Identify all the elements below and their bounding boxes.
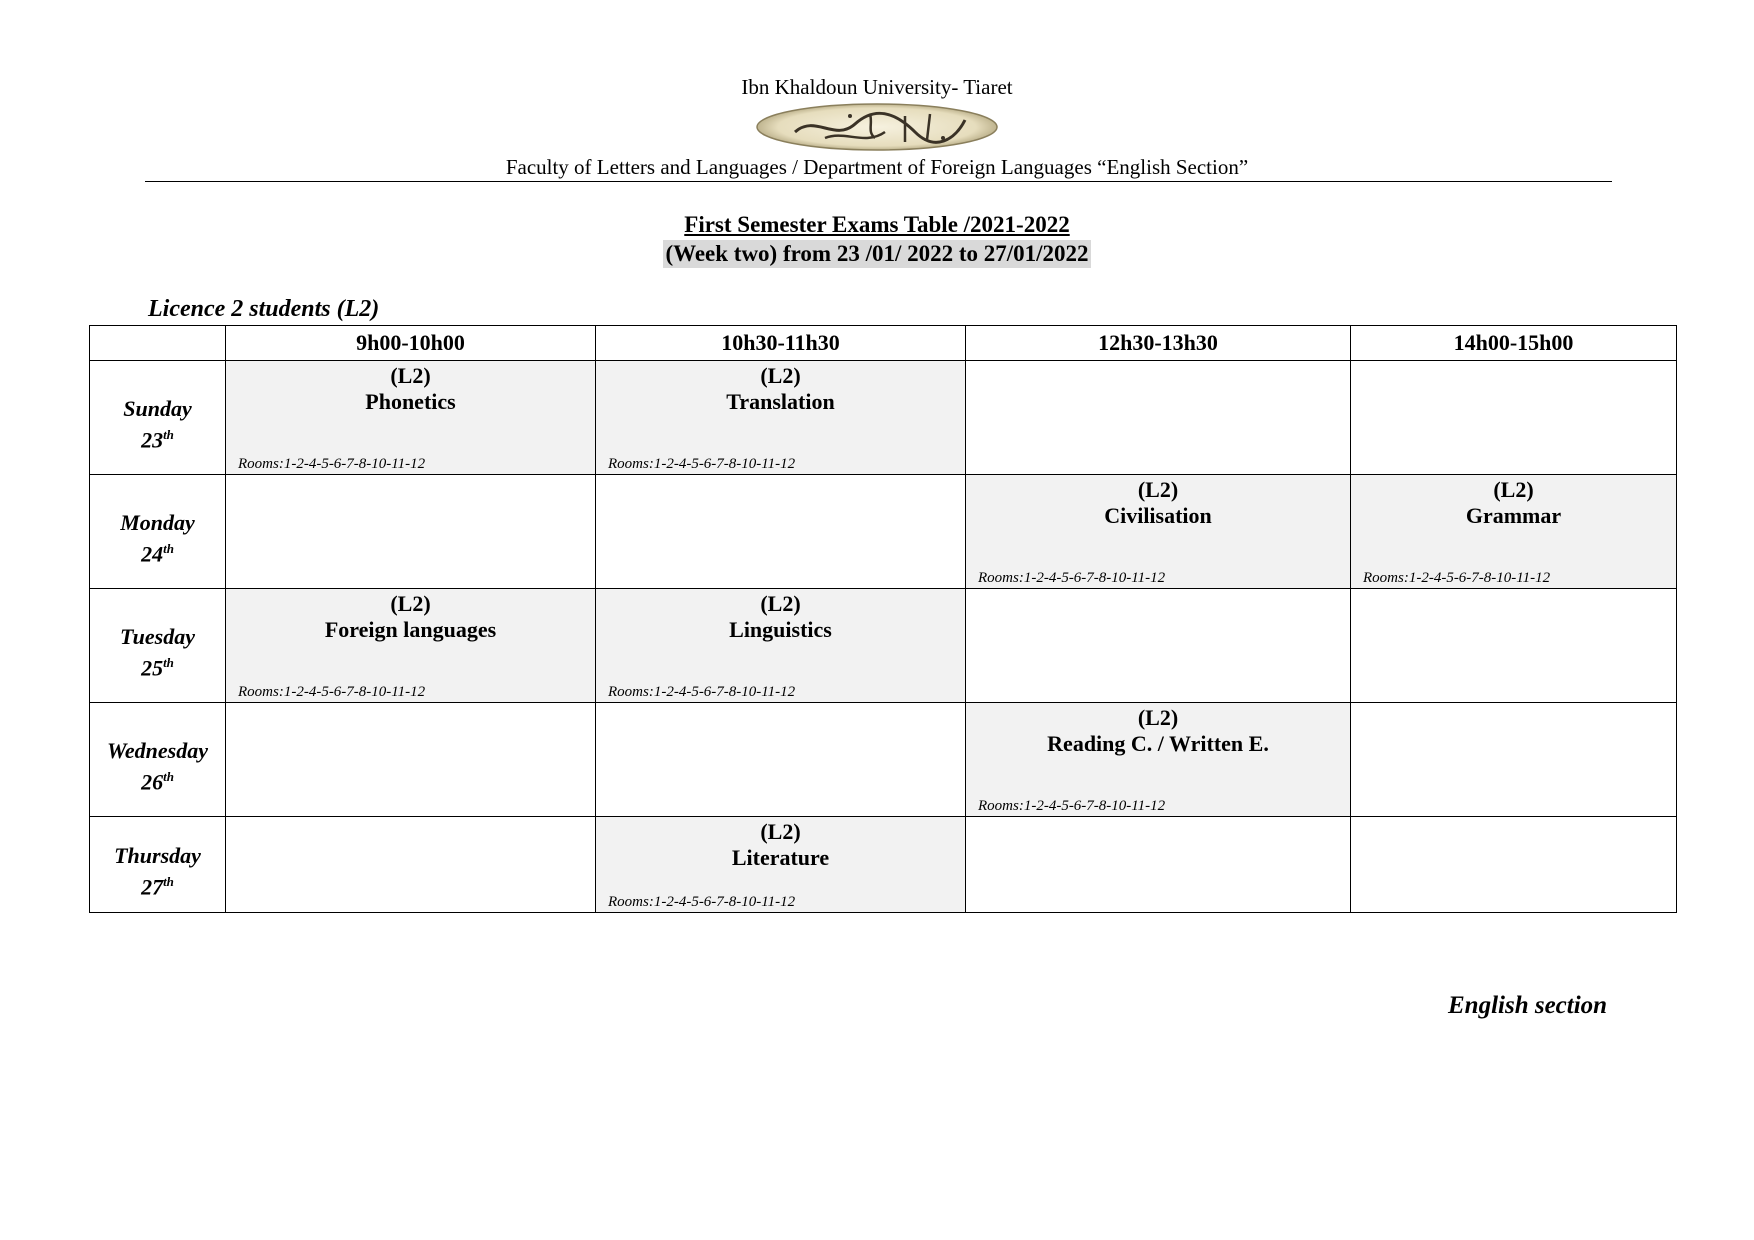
exam-content: [1351, 477, 1676, 588]
day-number: 25: [141, 655, 164, 681]
exam-level: (L2): [390, 591, 431, 616]
corner-cell: [90, 326, 226, 361]
empty-slot: [226, 475, 596, 589]
exam-rooms: Rooms:1-2-4-5-6-7-8-10-11-12: [978, 570, 1166, 586]
table-row: [90, 361, 1677, 475]
exam-content: [966, 477, 1350, 588]
empty-slot: [226, 817, 596, 913]
table-row: [90, 817, 1677, 913]
day-date: [120, 650, 195, 681]
exam-rooms: Rooms:1-2-4-5-6-7-8-10-11-12: [238, 456, 426, 472]
empty-slot: [1351, 703, 1677, 817]
empty-slot: [966, 589, 1351, 703]
exam-subject: Reading C. / Written E.: [1047, 731, 1269, 756]
header-row: [90, 326, 1677, 361]
exam-content: [596, 363, 965, 474]
day-date: [123, 422, 191, 453]
day-cell: [90, 589, 226, 703]
day-date: [114, 869, 201, 900]
exam-level: (L2): [760, 819, 801, 844]
page-title: First Semester Exams Table /2021-2022: [684, 212, 1070, 237]
day-name: Tuesday: [120, 623, 195, 649]
day-label: [114, 843, 201, 900]
time-slot-header: 14h00-15h00: [1351, 326, 1677, 361]
day-name: Wednesday: [106, 737, 209, 763]
day-label: [123, 396, 191, 453]
exam-subject: Grammar: [1465, 503, 1562, 528]
day-number: 26: [141, 769, 164, 795]
exam-level: (L2): [390, 363, 431, 388]
day-cell: [90, 475, 226, 589]
empty-slot: [966, 817, 1351, 913]
ordinal-suffix: th: [163, 540, 174, 556]
empty-slot: [1351, 589, 1677, 703]
time-slot-header: 10h30-11h30: [596, 326, 966, 361]
exam-rooms: Rooms:1-2-4-5-6-7-8-10-11-12: [1363, 570, 1551, 586]
empty-slot: [226, 703, 596, 817]
day-date: [107, 764, 208, 795]
exam-subject: Phonetics: [365, 389, 456, 414]
exam-cell: [966, 703, 1351, 817]
exam-content: [596, 819, 965, 912]
university-name: Ibn Khaldoun University- Tiaret: [741, 75, 1013, 99]
empty-slot: [596, 475, 966, 589]
day-cell: [90, 361, 226, 475]
time-slot-header: 9h00-10h00: [226, 326, 596, 361]
exam-content: [966, 705, 1350, 816]
exam-subject: Foreign languages: [324, 617, 497, 642]
table-row: [90, 589, 1677, 703]
exam-level: (L2): [1493, 477, 1534, 502]
exam-content: [596, 591, 965, 702]
day-cell: [90, 703, 226, 817]
day-number: 23: [141, 427, 164, 453]
day-name: Thursday: [114, 842, 201, 868]
day-name: Sunday: [123, 395, 192, 421]
exam-content: [226, 363, 595, 474]
day-label: [120, 624, 195, 681]
exam-level: (L2): [760, 591, 801, 616]
exam-rooms: Rooms:1-2-4-5-6-7-8-10-11-12: [238, 684, 426, 700]
student-level-label: Licence 2 students (L2): [148, 296, 380, 322]
exam-rooms: Rooms:1-2-4-5-6-7-8-10-11-12: [978, 798, 1166, 814]
day-number: 24: [141, 541, 164, 567]
empty-slot: [966, 361, 1351, 475]
exam-cell: [596, 817, 966, 913]
ordinal-suffix: th: [163, 426, 174, 442]
exam-rooms: Rooms:1-2-4-5-6-7-8-10-11-12: [608, 894, 796, 910]
time-slot-header: 12h30-13h30: [966, 326, 1351, 361]
exam-cell: [226, 361, 596, 475]
empty-slot: [1351, 361, 1677, 475]
week-range-subtitle: (Week two) from 23 /01/ 2022 to 27/01/2022: [665, 241, 1089, 266]
day-label: [107, 738, 208, 795]
exam-level: (L2): [1137, 705, 1179, 730]
exam-rooms: Rooms:1-2-4-5-6-7-8-10-11-12: [608, 456, 796, 472]
subtitle-wrapper: [0, 240, 1754, 268]
exam-cell: [596, 361, 966, 475]
exam-cell: [226, 589, 596, 703]
table-row: [90, 475, 1677, 589]
exam-cell: [596, 589, 966, 703]
exam-level: (L2): [760, 363, 801, 388]
day-number: 27: [141, 874, 164, 900]
exam-level: (L2): [1137, 477, 1179, 502]
ordinal-suffix: th: [163, 873, 174, 889]
header-divider: [145, 181, 1612, 182]
exam-subject: Civilisation: [1104, 503, 1212, 528]
day-label: [120, 510, 195, 567]
day-name: Monday: [120, 509, 195, 535]
exams-table: [89, 325, 1677, 913]
footer-signature: English section: [1448, 992, 1608, 1019]
faculty-department: Faculty of Letters and Languages / Department of Foreign Languages “English Section”: [505, 155, 1249, 179]
ordinal-suffix: th: [163, 768, 174, 784]
exam-subject: Linguistics: [729, 617, 832, 642]
exam-cell: [966, 475, 1351, 589]
day-date: [120, 536, 195, 567]
empty-slot: [1351, 817, 1677, 913]
exam-subject: Literature: [731, 845, 830, 870]
empty-slot: [596, 703, 966, 817]
exam-subject: Translation: [726, 389, 835, 414]
university-calligraphy-logo-icon: [755, 102, 1000, 152]
day-cell: [90, 817, 226, 913]
table-row: [90, 703, 1677, 817]
exam-cell: [1351, 475, 1677, 589]
ordinal-suffix: th: [163, 654, 174, 670]
exam-rooms: Rooms:1-2-4-5-6-7-8-10-11-12: [608, 684, 796, 700]
exam-content: [226, 591, 595, 702]
